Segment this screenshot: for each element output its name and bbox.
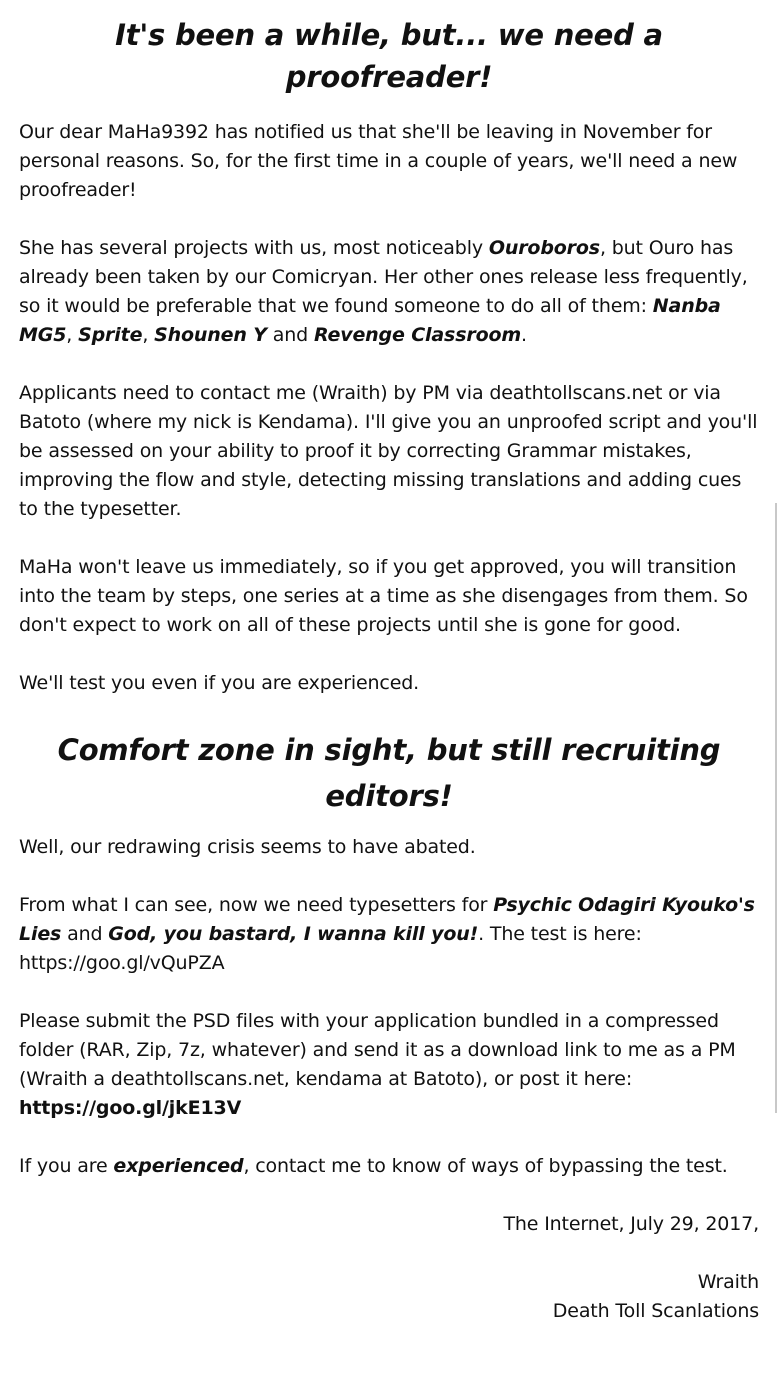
project-odagiri: Psychic Odagiri Kyouko's Lies: [19, 894, 755, 945]
paragraph-test-note: We'll test you even if you are experienced.: [19, 672, 420, 694]
typesetters-text-2: . The test is here: https://goo.gl/vQuPZA: [19, 923, 642, 974]
project-god-bastard: God, you bastard, I wanna kill you!: [108, 923, 479, 945]
proofreader-heading: It's been a while, but... we need a proofreader!: [115, 18, 663, 94]
editors-heading-line-1: Comfort zone in sight, but still recruiting: [57, 733, 721, 767]
signature-group: Death Toll Scanlations: [552, 1300, 759, 1322]
experienced-text-2: , contact me to know of ways of bypassing the test.: [243, 1155, 728, 1177]
paragraph-transition: MaHa won't leave us immediately, so if you get approved, you will transition into the team by steps, one series at a time as she disengages from them. So don't expect to work on all of these projects until she is gone for good.: [19, 556, 748, 636]
projects-comma-2: ,: [142, 324, 155, 346]
typesetters-and: and: [61, 923, 109, 945]
submission-link[interactable]: https://goo.gl/jkE13V: [19, 1097, 242, 1119]
projects-text-1: She has several projects with us, most noticeably: [19, 237, 489, 259]
paragraph-submission: [19, 1007, 759, 1123]
submission-text: Please submit the PSD files with your application bundled in a compressed folder (RAR, Zip, 7z, whatever) and send it as a download link to me as a PM (Wraith a deathtollscans.net, kendama at Batoto), or post it here:: [19, 1010, 736, 1090]
typesetters-text-1: From what I can see, now we need typesetters for: [19, 894, 494, 916]
projects-text-2: , but Ouro has already been taken by our Comicryan. Her other ones release less frequently, so it would be preferable that we found someone to do all of them:: [19, 237, 748, 317]
paragraph-typesetters: [19, 891, 759, 978]
experienced-emphasis: experienced: [113, 1155, 244, 1177]
projects-comma-1: ,: [66, 324, 79, 346]
paragraph-projects: [19, 234, 759, 350]
project-revenge: Revenge Classroom: [313, 324, 522, 346]
projects-period: .: [521, 324, 527, 346]
paragraph-applicants: Applicants need to contact me (Wraith) by PM via deathtollscans.net or via Batoto (where my nick is Kendama). I'll give you an unproofed script and you'll be assessed on your ability to proof it by correcting Grammar mistakes, improving the flow and style, detecting missing translations and adding cues to the typesetter.: [19, 382, 758, 520]
experienced-text-1: If you are: [19, 1155, 114, 1177]
paragraph-experienced: [19, 1152, 759, 1181]
projects-and: and: [266, 324, 314, 346]
editors-heading: [19, 727, 759, 819]
project-nanba: Nanba MG5: [19, 295, 721, 346]
dateline: The Internet, July 29, 2017,: [503, 1213, 759, 1235]
project-shounen: Shounen Y: [154, 324, 267, 346]
paragraph-redrawing: Well, our redrawing crisis seems to have abated.: [19, 836, 476, 858]
editors-heading-line-2: editors!: [325, 779, 453, 813]
project-ouroboros: Ouroboros: [488, 237, 600, 259]
project-sprite: Sprite: [78, 324, 143, 346]
signature-name: Wraith: [697, 1271, 759, 1293]
paragraph-maha-leaving: Our dear MaHa9392 has notified us that she'll be leaving in November for personal reasons. So, for the first time in a couple of years, we'll need a new proofreader!: [19, 121, 738, 201]
signature: [19, 1268, 759, 1326]
